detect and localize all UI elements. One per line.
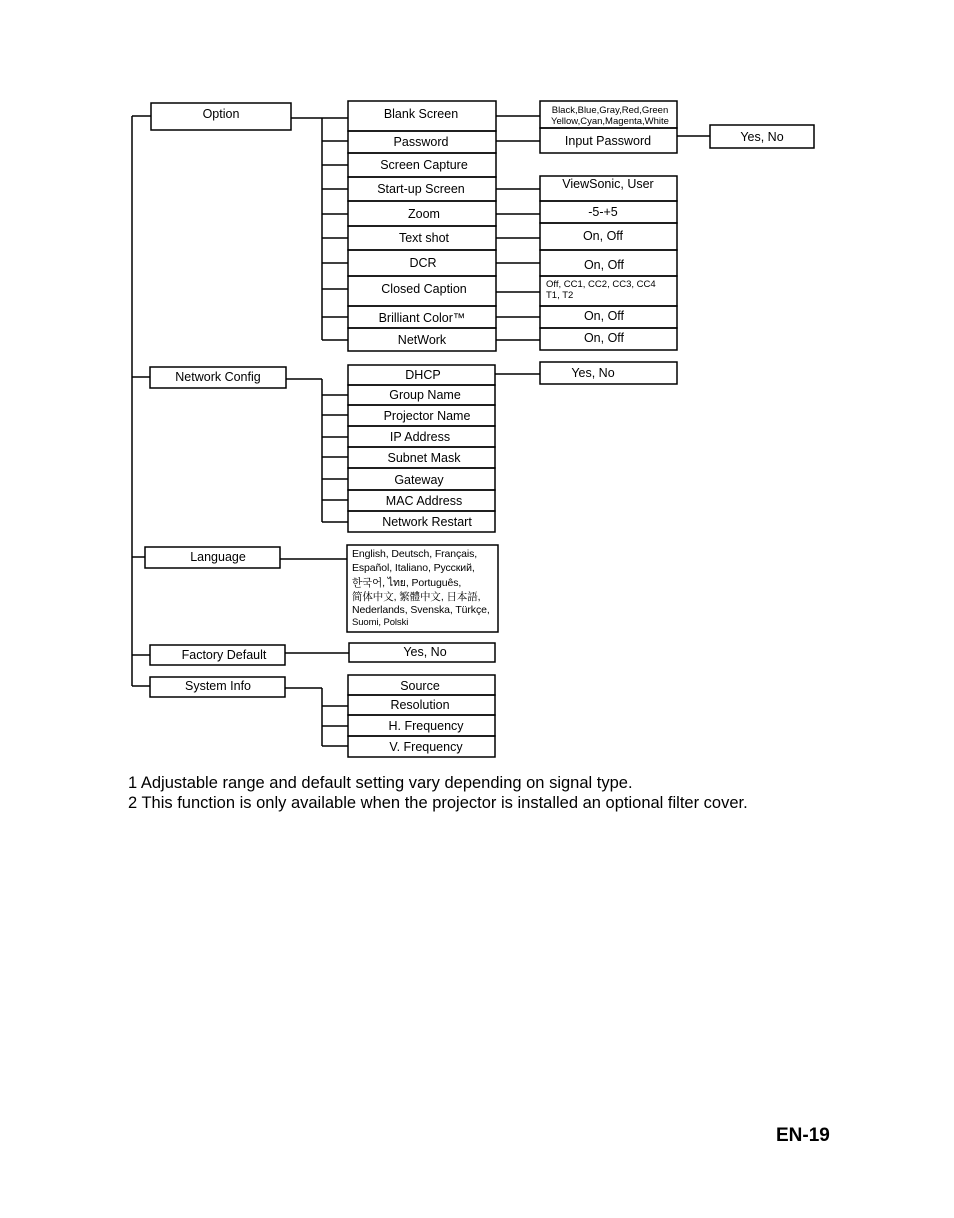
option-label: Option xyxy=(202,107,240,121)
network-value: On, Off xyxy=(583,331,625,345)
dcr-value: On, Off xyxy=(583,258,625,272)
system-info-label: System Info xyxy=(185,679,251,693)
network-item-network-restart: Network Restart xyxy=(382,515,472,529)
option-item-zoom: Zoom xyxy=(408,207,440,221)
zoom-value: -5-+5 xyxy=(588,205,618,219)
page-number: EN-19 xyxy=(776,1125,830,1146)
network-item-gateway: Gateway xyxy=(394,473,444,487)
language-options-line1: English, Deutsch, Français, xyxy=(352,548,478,560)
dhcp-value: Yes, No xyxy=(571,366,615,380)
system-item-v-frequency: V. Frequency xyxy=(389,740,463,754)
network-item-mac-address: MAC Address xyxy=(385,494,463,508)
footnote-2: 2 This function is only available when the projector is installed an optional filter cover. xyxy=(128,794,748,812)
option-item-screen-capture: Screen Capture xyxy=(380,158,468,172)
network-item-projector-name: Projector Name xyxy=(383,409,471,423)
language-label: Language xyxy=(190,550,246,564)
factory-default-label: Factory Default xyxy=(181,648,267,662)
network-item-subnet-mask: Subnet Mask xyxy=(387,451,461,465)
network-item-group-name: Group Name xyxy=(389,388,461,402)
system-item-source: Source xyxy=(400,679,440,693)
language-options-line5: Nederlands, Svenska, Türkçe, xyxy=(352,604,490,616)
option-item-closed-caption: Closed Caption xyxy=(381,282,467,296)
system-item-h-frequency: H. Frequency xyxy=(388,719,464,733)
text-shot-value: On, Off xyxy=(582,229,624,243)
option-item-dcr: DCR xyxy=(409,256,437,270)
option-item-password: Password xyxy=(393,135,449,149)
option-item-brilliant-color: Brilliant Color™ xyxy=(378,311,466,325)
network-item-ip-address: IP Address xyxy=(389,430,451,444)
blank-screen-colors-line2: Yellow,Cyan,Magenta,White xyxy=(551,116,669,127)
password-value: Input Password xyxy=(564,134,652,148)
closed-caption-value-line2: T1, T2 xyxy=(546,290,574,301)
network-item-dhcp: DHCP xyxy=(405,368,441,382)
language-options-line4: 简体中文, 繁體中文, 日本語, xyxy=(352,591,481,603)
system-item-resolution: Resolution xyxy=(390,698,450,712)
network-config-label: Network Config xyxy=(175,370,261,384)
brilliant-color-value: On, Off xyxy=(583,309,625,323)
option-item-network: NetWork xyxy=(397,333,447,347)
option-item-startup-screen: Start-up Screen xyxy=(377,182,465,196)
option-item-blank-screen: Blank Screen xyxy=(383,107,459,121)
option-item-text-shot: Text shot xyxy=(398,231,450,245)
blank-screen-colors-line1: Black,Blue,Gray,Red,Green xyxy=(551,105,669,116)
language-options-line6: Suomi, Polski xyxy=(352,617,409,628)
language-options-line2: Español, Italiano, Русский, xyxy=(352,562,475,574)
footnote-1: 1 Adjustable range and default setting vary depending on signal type. xyxy=(128,774,633,792)
closed-caption-value-line1: Off, CC1, CC2, CC3, CC4 xyxy=(546,279,656,290)
factory-default-value: Yes, No xyxy=(403,645,447,659)
password-sub-value: Yes, No xyxy=(740,130,784,144)
startup-screen-value: ViewSonic, User xyxy=(562,177,654,191)
language-options-line3: 한국어, ไทย, Português, xyxy=(352,577,462,589)
